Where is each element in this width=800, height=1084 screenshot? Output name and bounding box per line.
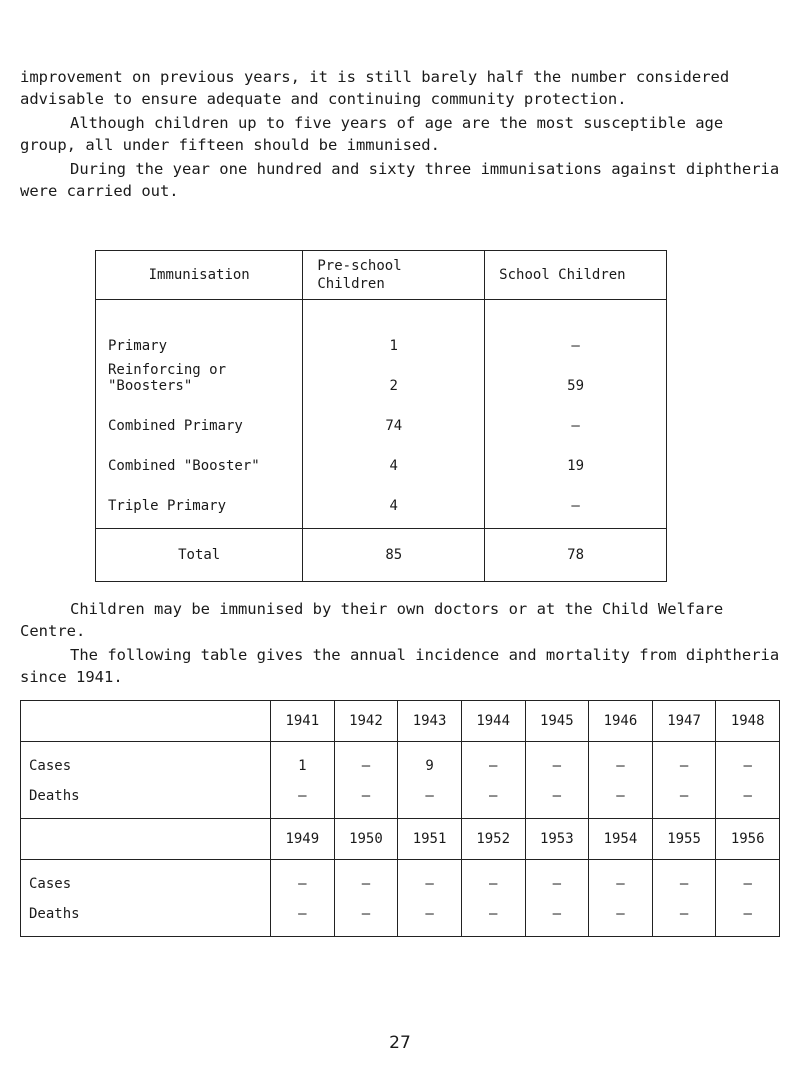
cases-row [21,860,780,900]
table-row [96,394,667,434]
cases-value: – [652,742,716,782]
outro-paragraph-2: The following table gives the annual incidence and mortality from diphtheria since 1941. [20,646,780,686]
row-label: Primary [96,300,303,355]
immunisation-header-row [96,251,667,300]
year-header: 1944 [461,701,525,742]
year-header: 1955 [652,819,716,860]
deaths-row [21,899,780,937]
empty-header-cell [21,819,271,860]
header-preschool: Pre-school Children [303,251,485,300]
deaths-label: Deaths [21,899,271,937]
deaths-value: – [589,781,653,819]
outro-paragraph-1: Children may be immunised by their own doctors or at the Child Welfare Centre. [20,600,724,640]
deaths-value: – [271,899,335,937]
immunisation-table [95,250,667,582]
school-value: 19 [485,434,667,474]
preschool-value: 1 [303,300,485,355]
total-row [96,529,667,582]
year-header: 1950 [334,819,398,860]
cases-value: – [525,860,589,900]
deaths-value: – [652,781,716,819]
cases-value: – [461,742,525,782]
deaths-value: – [652,899,716,937]
deaths-value: – [525,899,589,937]
cases-value: – [271,860,335,900]
empty-header-cell [21,701,271,742]
header-immunisation: Immunisation [96,251,303,300]
cases-value: – [716,860,780,900]
cases-value: – [716,742,780,782]
intro-paragraph-1: improvement on previous years, it is still barely half the number considered advisable to ensure adequate and continuing community protection. [20,68,730,108]
cases-value: – [589,860,653,900]
deaths-value: – [398,899,462,937]
deaths-value: – [334,899,398,937]
cases-value: 9 [398,742,462,782]
deaths-value: – [271,781,335,819]
year-header: 1941 [271,701,335,742]
cases-value: – [334,742,398,782]
year-header: 1945 [525,701,589,742]
deaths-value: – [525,781,589,819]
year-header: 1947 [652,701,716,742]
intro-paragraph-2: Although children up to five years of age are the most susceptible age group, all under fifteen should be immunised. [20,114,724,154]
cases-value: – [461,860,525,900]
deaths-value: – [461,899,525,937]
table-row [96,354,667,394]
school-value: 59 [485,354,667,394]
preschool-value: 74 [303,394,485,434]
year-header: 1949 [271,819,335,860]
year-header: 1953 [525,819,589,860]
table-row [96,300,667,355]
years-header-row [21,701,780,742]
year-header: 1942 [334,701,398,742]
cases-value: – [525,742,589,782]
deaths-value: – [716,781,780,819]
cases-value: – [652,860,716,900]
deaths-label: Deaths [21,781,271,819]
preschool-value: 4 [303,474,485,529]
year-header: 1954 [589,819,653,860]
deaths-value: – [334,781,398,819]
row-label: Reinforcing or "Boosters" [96,354,303,394]
deaths-value: – [589,899,653,937]
years-header-row [21,819,780,860]
preschool-value: 4 [303,434,485,474]
cases-value: 1 [271,742,335,782]
cases-value: – [398,860,462,900]
intro-paragraph-3: During the year one hundred and sixty three immunisations against diphtheria were carried out. [20,160,780,200]
year-header: 1943 [398,701,462,742]
total-preschool: 85 [303,529,485,582]
row-label: Combined Primary [96,394,303,434]
row-label: Triple Primary [96,474,303,529]
year-header: 1951 [398,819,462,860]
row-label: Combined "Booster" [96,434,303,474]
year-header: 1946 [589,701,653,742]
deaths-value: – [461,781,525,819]
cases-value: – [334,860,398,900]
deaths-row [21,781,780,819]
year-header: 1956 [716,819,780,860]
cases-value: – [589,742,653,782]
cases-row [21,742,780,782]
deaths-value: – [398,781,462,819]
school-value: – [485,300,667,355]
school-value: – [485,474,667,529]
total-label: Total [96,529,303,582]
school-value: – [485,394,667,434]
preschool-value: 2 [303,354,485,394]
year-header: 1948 [716,701,780,742]
page-number: 27 [389,1033,411,1053]
cases-label: Cases [21,742,271,782]
header-school: School Children [485,251,667,300]
total-school: 78 [485,529,667,582]
year-header: 1952 [461,819,525,860]
deaths-value: – [716,899,780,937]
cases-label: Cases [21,860,271,900]
table-row [96,474,667,529]
incidence-table [20,700,780,937]
table-row [96,434,667,474]
